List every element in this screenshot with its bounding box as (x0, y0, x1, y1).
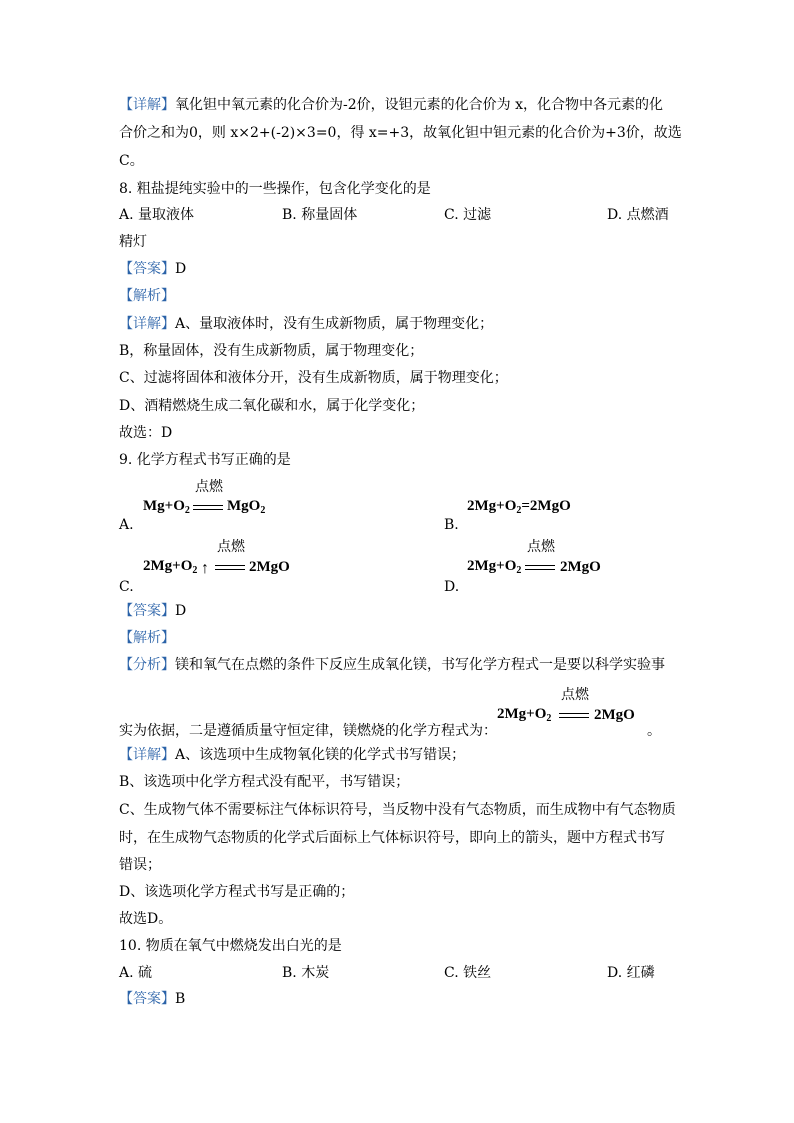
q8-option-c: C. 过滤 (444, 207, 492, 223)
q9-fenxi-end: 。 (647, 723, 661, 739)
q10-stem: 10. 物质在氧气中燃烧发出白光的是 (119, 938, 342, 954)
q9-fenxi-line-1 (119, 656, 665, 674)
q9-c-condition: 点燃 (217, 539, 245, 555)
q8-answer-label: 【答案】 (119, 261, 175, 277)
q9-detail-text: A、该选项中生成物氧化镁的化学式书写错误； (175, 747, 466, 763)
q9-inline-equals-bars (559, 713, 589, 718)
q10-answer-label: 【答案】 (119, 991, 175, 1007)
q9-c-product: 2MgO (249, 559, 290, 575)
q9-c-gas-arrow-icon: ↑ (201, 560, 209, 577)
q8-analysis-label: 【解析】 (119, 288, 175, 304)
q8-detail-line-3: C、过滤将固体和液体分开，没有生成新物质，属于物理变化； (119, 370, 508, 386)
q10-option-d: D. 红磷 (607, 965, 655, 981)
q8-stem: 8. 粗盐提纯实验中的一些操作，包含化学变化的是 (119, 181, 431, 197)
q8-conclusion: 故选：D (119, 425, 173, 441)
q10-option-b: B. 木炭 (282, 965, 330, 981)
q9-d-condition: 点燃 (527, 539, 555, 555)
q10-answer-value: B (175, 991, 186, 1007)
q9-answer-label: 【答案】 (119, 603, 175, 619)
q9-answer (119, 602, 186, 620)
q9-inline-product: 2MgO (594, 707, 635, 723)
q9-inline-reactants: $2Mg+O_2$ (497, 706, 552, 724)
q8-detail-text: A、量取液体时，没有生成新物质，属于物理变化； (175, 316, 494, 332)
q9-option-c-label: C. (119, 579, 134, 595)
q9-b-equation-text: $2Mg+O_2=2MgO$ (467, 498, 571, 516)
q9-detail-line-4: 时，在生成物气态物质的化学式后面标上气体标识符号，即向上的箭头，题中方程式书写 (119, 830, 665, 846)
q9-option-b-label: B. (444, 517, 459, 533)
q9-equation-b (467, 486, 597, 526)
q9-inline-condition: 点燃 (561, 687, 589, 703)
q9-fenxi-text: 镁和氧气在点燃的条件下反应生成氧化镁，书写化学方程式一是要以科学实验事 (175, 657, 665, 673)
q7-detail-line-3: C。 (119, 153, 144, 169)
q9-detail-line-5: 错误； (119, 857, 161, 873)
q9-detail-line-3: C、生成物气体不需要标注气体标识符号，当反物中没有气态物质，而生成物中有气态物质 (119, 802, 676, 818)
q7-detail-text: 氧化钽中氧元素的化合价为-2价，设钽元素的化合价为 x，化合物中各元素的化 (175, 97, 663, 113)
q8-detail-line-2: B，称量固体，没有生成新物质，属于物理变化； (119, 343, 424, 359)
q8-option-a: A. 量取液体 (119, 207, 195, 223)
q9-detail-label: 【详解】 (119, 747, 175, 763)
q9-detail-line-1 (119, 746, 465, 764)
q8-option-d-wrap: 精灯 (119, 234, 147, 250)
q9-detail-line-6: D、该选项化学方程式书写是正确的； (119, 884, 355, 900)
q9-a-equals-bars (193, 505, 223, 510)
q10-answer (119, 990, 185, 1008)
q10-option-c: C. 铁丝 (444, 965, 492, 981)
q9-c-equals-bars (215, 565, 245, 570)
q9-equation-d (467, 536, 617, 576)
q9-option-d-label: D. (444, 579, 460, 595)
q9-a-product: MgO$_2$ (227, 498, 266, 516)
q8-option-b: B. 称量固体 (282, 207, 358, 223)
q9-d-product: 2MgO (560, 559, 601, 575)
q9-a-reactants: $Mg+O_2$ (143, 498, 190, 516)
q9-inline-equation (497, 684, 647, 724)
q7-detail-line-1 (119, 96, 663, 114)
q8-option-d: D. 点燃酒 (607, 207, 669, 223)
q9-fenxi-label: 【分析】 (119, 657, 175, 673)
q8-detail-label: 【详解】 (119, 316, 175, 332)
q8-answer (119, 260, 186, 278)
q9-detail-line-2: B、该选项中化学方程式没有配平，书写错误； (119, 774, 410, 790)
q9-d-equals-bars (525, 565, 555, 570)
q10-option-a: A. 硫 (119, 965, 153, 981)
q9-option-a-label: A. (119, 517, 134, 533)
q9-d-reactants: $2Mg+O_2$ (467, 558, 522, 576)
q9-answer-value: D (175, 603, 187, 619)
q9-equation-c (143, 536, 303, 576)
q9-a-condition: 点燃 (195, 479, 223, 495)
q9-c-reactants: $2Mg+O_2$ (143, 558, 198, 576)
q8-detail-line-4: D、酒精燃烧生成二氧化碳和水，属于化学变化； (119, 398, 425, 414)
q9-analysis-label: 【解析】 (119, 630, 175, 646)
q9-equation-a (143, 476, 273, 516)
q7-detail-line-2: 合价之和为0，则 x×2+(-2)×3=0，得 x=+3，故氧化钽中钽元素的化合价为+3价，故选 (119, 125, 682, 141)
q8-detail-line-1 (119, 315, 493, 333)
q9-conclusion: 故选D。 (119, 911, 173, 927)
q9-stem: 9. 化学方程式书写正确的是 (119, 452, 291, 468)
q9-fenxi-line-2: 实为依据，二是遵循质量守恒定律，镁燃烧的化学方程式为： (119, 723, 497, 739)
q7-detail-label: 【详解】 (119, 97, 175, 113)
q8-answer-value: D (175, 261, 187, 277)
